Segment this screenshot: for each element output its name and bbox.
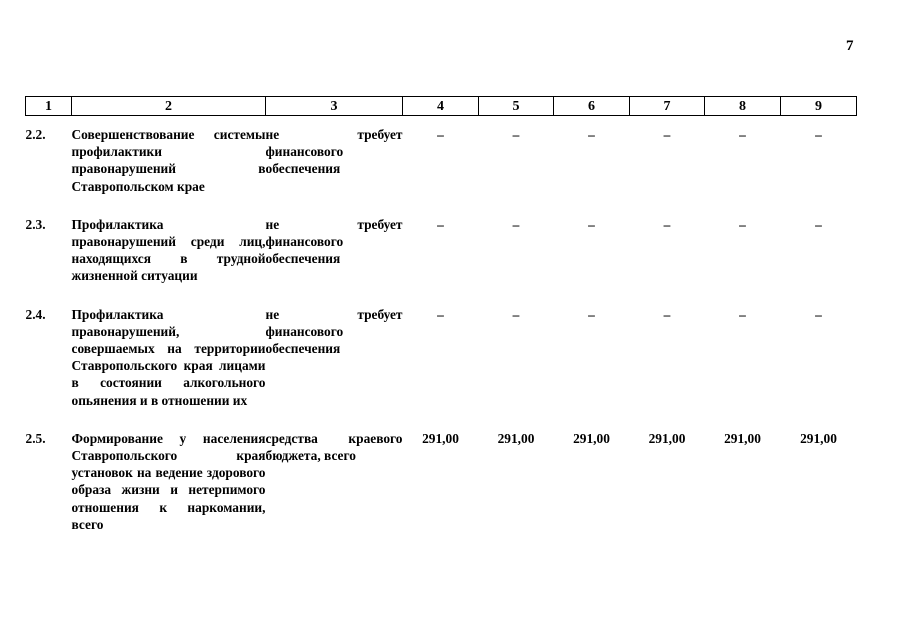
page-number: 7: [846, 38, 854, 54]
value-cell: –: [739, 306, 746, 322]
column-header: 4: [403, 97, 479, 116]
value-cell: –: [815, 306, 822, 322]
funding-source: не требует финансового обеспечения: [265, 216, 403, 267]
funding-source: не требует финансового обеспечения: [265, 127, 403, 177]
value-cell: –: [663, 127, 671, 142]
value-cell: 291,00: [648, 430, 686, 446]
column-header: 6: [554, 97, 630, 116]
value-cell: –: [512, 127, 520, 142]
column-header: 8: [705, 97, 781, 116]
column-header: 2: [72, 97, 266, 116]
table-row: [26, 116, 857, 203]
value-cell: 291,00: [724, 430, 761, 446]
row-number: 2.4.: [25, 306, 46, 322]
measure-name: Формирование у населения Ставропольского края установок на ведение здорового образа жизни и нетерпимого отношения к наркомании, всего: [71, 430, 266, 532]
measure-name: Профилактика правонарушений среди лиц, находящихся в трудной жизненной ситуации: [71, 216, 266, 284]
measure-name: Совершенствование системы профилактики правонарушений в Ставропольском крае: [71, 127, 266, 194]
value-cell: –: [739, 127, 746, 142]
value-cell: –: [512, 306, 520, 322]
value-cell: 291,00: [422, 430, 459, 446]
row-number: 2.5.: [25, 430, 46, 446]
value-cell: 291,00: [573, 430, 610, 446]
value-cell: –: [437, 306, 444, 322]
value-cell: –: [815, 216, 822, 232]
column-header: 9: [781, 97, 857, 116]
funding-source: не требует финансового обеспечения: [265, 306, 403, 357]
table-row: [26, 293, 857, 417]
measure-name: Профилактика правонарушений, совершаемых на территории Ставропольского края лицами в состоянии алкогольного опьянения и в отношении их: [71, 306, 266, 408]
value-cell: 291,00: [800, 430, 837, 446]
value-cell: –: [588, 127, 595, 142]
column-header: 7: [630, 97, 705, 116]
column-header: 5: [479, 97, 554, 116]
column-header: 3: [266, 97, 403, 116]
funding-source: средства краевого бюджета, всего: [265, 430, 403, 464]
row-number: 2.2.: [25, 127, 46, 142]
program-table: [25, 96, 857, 541]
value-cell: –: [739, 216, 746, 232]
value-cell: –: [437, 216, 444, 232]
value-cell: –: [588, 216, 595, 232]
value-cell: –: [588, 306, 595, 322]
value-cell: –: [663, 306, 671, 322]
value-cell: 291,00: [497, 430, 535, 446]
table-row: [26, 417, 857, 541]
value-cell: –: [663, 216, 671, 232]
value-cell: –: [512, 216, 520, 232]
value-cell: –: [437, 127, 444, 142]
value-cell: –: [815, 127, 822, 142]
row-number: 2.3.: [25, 216, 46, 232]
column-number-header: [26, 97, 857, 116]
column-header: 1: [26, 97, 72, 116]
table-row: [26, 203, 857, 293]
